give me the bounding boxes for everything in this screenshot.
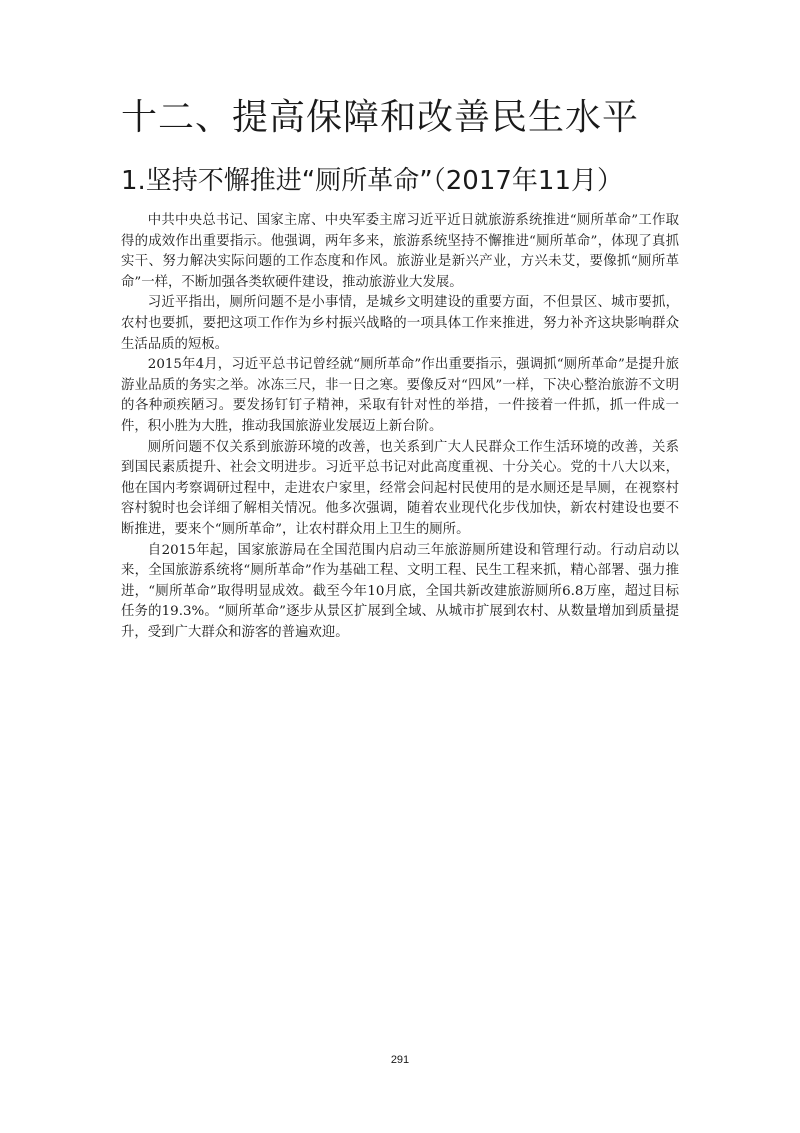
paragraph-4: 厕所问题不仅关系到旅游环境的改善，也关系到广大人民群众工作生活环境的改善，关系到国民素质提升、社会文明进步。习近平总书记对此高度重视、十分关心。党的十八大以来，他在国内考察调研过程中，走进农户家里，经常会问起村民使用的是水厕还是旱厕，在视察村容村貌时也会详细了解相关情况。他多次强调，随着农业现代化步伐加快，新农村建设也要不断推进，要来个“厕所革命”，让农村群众用上卫生的厕所。	[121, 439, 679, 537]
body-text	[121, 211, 679, 643]
paragraph-3: 2015年4月，习近平总书记曾经就“厕所革命”作出重要指示，强调抓“厕所革命”是提升旅游业品质的务实之举。冰冻三尺，非一日之寒。要像反对“四风”一样，下决心整治旅游不文明的各种顽疾陋习。要发扬钉钉子精神，采取有针对性的举措，一件接着一件抓，抓一件成一件，积小胜为大胜，推动我国旅游业发展迈上新台阶。	[121, 357, 679, 434]
section-title: 1.坚持不懈推进“厕所革命”（2017年11月）	[121, 166, 623, 196]
page-number: 291	[390, 1054, 410, 1066]
paragraph-2: 习近平指出，厕所问题不是小事情，是城乡文明建设的重要方面，不但景区、城市要抓，农村也要抓，要把这项工作作为乡村振兴战略的一项具体工作来推进，努力补齐这块影响群众生活品质的短板。	[121, 295, 679, 352]
paragraph-5: 自2015年起，国家旅游局在全国范围内启动三年旅游厕所建设和管理行动。行动启动以来，全国旅游系统将“厕所革命”作为基础工程、文明工程、民生工程来抓，精心部署、强力推进，“厕所革命”取得明显成效。截至今年10月底，全国共新改建旅游厕所6.8万座，超过目标任务的19.3%。“厕所革命”逐步从景区扩展到全域、从城市扩展到农村、从数量增加到质量提升，受到广大群众和游客的普遍欢迎。	[121, 542, 679, 640]
chapter-title: 十二、提高保障和改善民生水平	[121, 97, 640, 138]
paragraph-1: 中共中央总书记、国家主席、中央军委主席习近平近日就旅游系统推进“厕所革命”工作取得的成效作出重要指示。他强调，两年多来，旅游系统坚持不懈推进“厕所革命”，体现了真抓实干、努力解决实际问题的工作态度和作风。旅游业是新兴产业，方兴未艾，要像抓“厕所革命”一样，不断加强各类软硬件建设，推动旅游业大发展。	[121, 213, 679, 290]
